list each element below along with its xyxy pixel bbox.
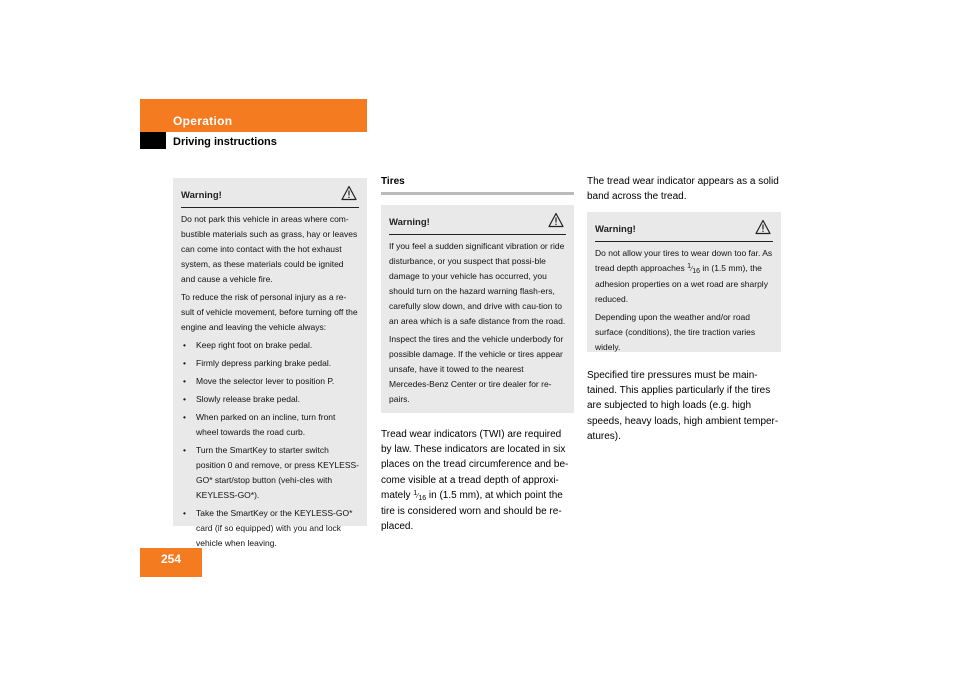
fraction-numerator: 1 [687,263,692,270]
bullet-item: • Take the SmartKey or the KEYLESS-GO* card (if so equipped) with you and lock vehicle when leaving. [181,506,359,551]
warning-header [595,212,773,242]
fraction: 1⁄16 [687,263,701,275]
text-run: Do not allow your tires to wear down too far. As tread depth approaches [595,248,773,273]
warning-paragraph: Depending upon the weather and/or road surface (conditions), the tire traction varies widely. [595,312,756,352]
tires-heading: Tires [381,176,574,195]
header-marker [140,132,166,149]
bullet-item: • Firmly depress parking brake pedal. [181,356,359,371]
warning-header [181,178,359,208]
warning-title: Warning! [181,190,222,201]
warning-paragraph [595,246,773,307]
page-number: 254 [140,548,202,577]
text-run: Tread wear indicators (TWI) are required by law. These indicators are located in six places on the tread circumference and be-come visible at a tread depth of approxi-mately [381,429,569,501]
warning-title: Warning! [389,217,430,228]
tire-pressure-paragraph: Specified tire pressures must be main-tained. This applies particularly if the tires are subjected to high loads (e.g. high speeds, heavy loads, high ambient temper-atures). [587,370,779,442]
warning-box-tread-depth [587,212,781,352]
warning-bullet-list [181,338,359,551]
text-run: in (1.5 mm), at which point the tire is considered worn and should be re-placed. [381,489,563,533]
bullet-item: • Keep right foot on brake pedal. [181,338,359,353]
bullet-item: • Slowly release brake pedal. [181,392,359,407]
warning-triangle-icon [755,219,771,235]
warning-paragraph: Do not park this vehicle in areas where com-bustible materials such as grass, hay or leaves can come into contact with the hot exhaust system, as these materials could be ignited and cause a vehicle fire. [181,214,358,284]
warning-paragraph: Inspect the tires and the vehicle underbody for possible damage. If the vehicle or tires appear unsafe, have it towed to the nearest Mercedes-Benz Center or tire dealer for re-pairs. [389,334,564,404]
fraction-denominator: 16 [418,494,427,502]
bullet-item: • Turn the SmartKey to starter switch position 0 and remove, or press KEYLESS-GO* start/stop button (vehi-cles with KEYLESS-GO*). [181,443,359,503]
fraction-numerator: 1 [413,489,418,497]
warning-header [389,205,566,235]
warning-title: Warning! [595,224,636,235]
warning-box-vibration [381,205,574,413]
section-title: Operation [173,114,233,128]
twi-paragraph [381,427,574,534]
tread-indicator-paragraph: The tread wear indicator appears as a solid band across the tread. [587,176,779,203]
text-run: in (1.5 mm), the adhesion properties on a wet road are sharply reduced. [595,263,768,304]
warning-triangle-icon [548,212,564,228]
bullet-item: • When parked on an incline, turn front wheel towards the road curb. [181,410,359,440]
warning-paragraph: To reduce the risk of personal injury as a re-sult of vehicle movement, before turning off the engine and leaving the vehicle always: [181,292,358,332]
warning-paragraph: If you feel a sudden significant vibration or ride disturbance, or you suspect that possi-ble damage to your vehicle has occurred, you should turn on the hazard warning flash-ers, carefully slow down, and drive with cau-tion to an area which is a safe distance from the road. [389,241,566,326]
bullet-item: • Move the selector lever to position P. [181,374,359,389]
subsection-title: Driving instructions [173,136,277,148]
fraction: 1⁄16 [413,489,427,502]
warning-triangle-icon [341,185,357,201]
warning-box-parking [173,178,367,548]
fraction-denominator: 16 [692,268,701,275]
